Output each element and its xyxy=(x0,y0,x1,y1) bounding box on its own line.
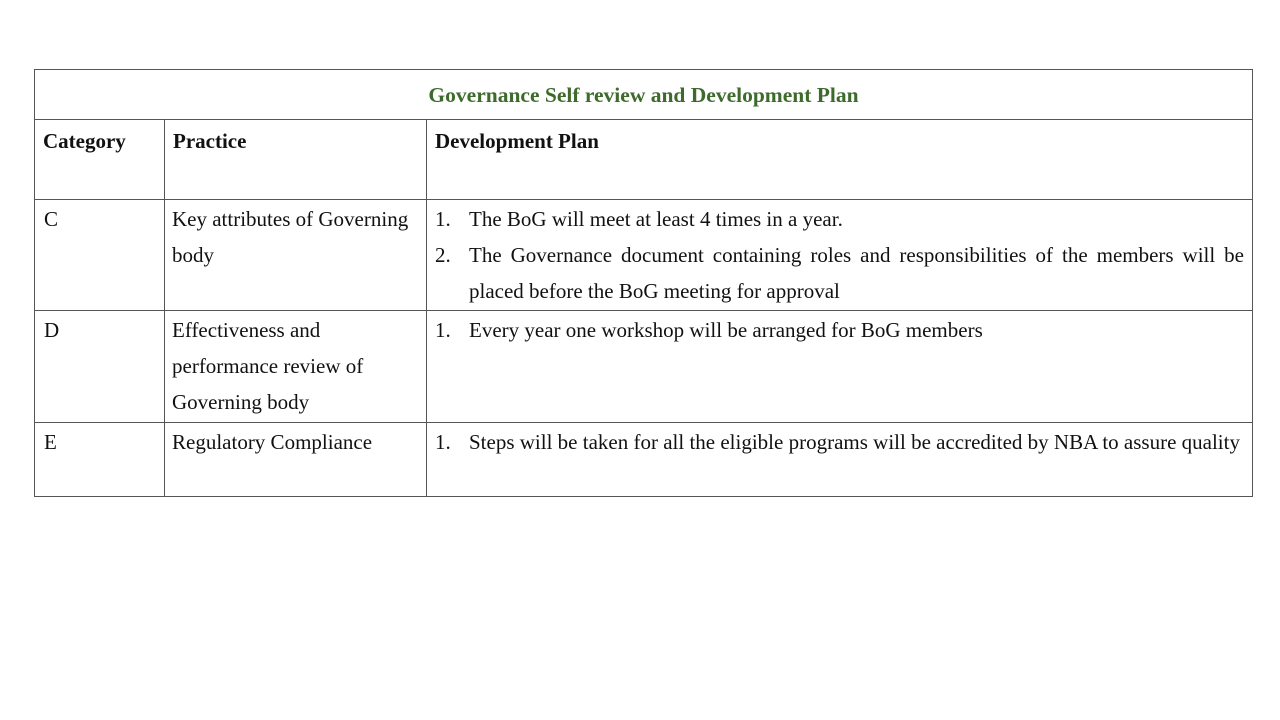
plan-item xyxy=(435,237,1244,309)
practice-cell xyxy=(165,423,427,497)
plan-item xyxy=(435,424,1244,460)
governance-table-container xyxy=(34,69,1252,497)
category-cell xyxy=(35,423,165,497)
plan-item xyxy=(435,201,1244,237)
plan-item-text: The BoG will meet at least 4 times in a year. xyxy=(469,207,843,231)
governance-table xyxy=(34,69,1253,497)
table-row xyxy=(35,200,1253,311)
plan-list xyxy=(435,201,1244,309)
plan-item xyxy=(435,312,1244,348)
practice-cell xyxy=(165,200,427,311)
plan-item-number: 2. xyxy=(435,243,451,267)
category-value: E xyxy=(44,430,57,454)
plan-item-text: Steps will be taken for all the eligible programs will be accredited by NBA to assure quality xyxy=(469,430,1240,454)
practice-cell xyxy=(165,311,427,423)
plan-cell xyxy=(427,200,1253,311)
plan-cell xyxy=(427,311,1253,423)
practice-value: Effectiveness and performance review of Governing body xyxy=(172,318,364,414)
category-cell xyxy=(35,311,165,423)
plan-item-number: 1. xyxy=(435,318,451,342)
table-row xyxy=(35,311,1253,423)
plan-cell xyxy=(427,423,1253,497)
plan-item-text: Every year one workshop will be arranged for BoG members xyxy=(469,318,983,342)
header-development-plan: Development Plan xyxy=(427,120,1253,200)
plan-list xyxy=(435,424,1244,460)
table-row xyxy=(35,423,1253,497)
header-practice: Practice xyxy=(165,120,427,200)
header-category: Category xyxy=(35,120,165,200)
plan-item-number: 1. xyxy=(435,430,451,454)
plan-item-number: 1. xyxy=(435,207,451,231)
title-row xyxy=(35,70,1253,120)
practice-value: Regulatory Compliance xyxy=(172,430,373,454)
category-value: D xyxy=(44,318,60,342)
plan-item-text: The Governance document containing roles and responsibilities of the members will be placed before the BoG meeting for approval xyxy=(469,243,1244,303)
category-cell xyxy=(35,200,165,311)
practice-value: Key attributes of Governing body xyxy=(172,207,409,267)
category-value: C xyxy=(44,207,59,231)
header-row xyxy=(35,120,1253,200)
table-title: Governance Self review and Development Plan xyxy=(35,70,1253,120)
plan-list xyxy=(435,312,1244,348)
